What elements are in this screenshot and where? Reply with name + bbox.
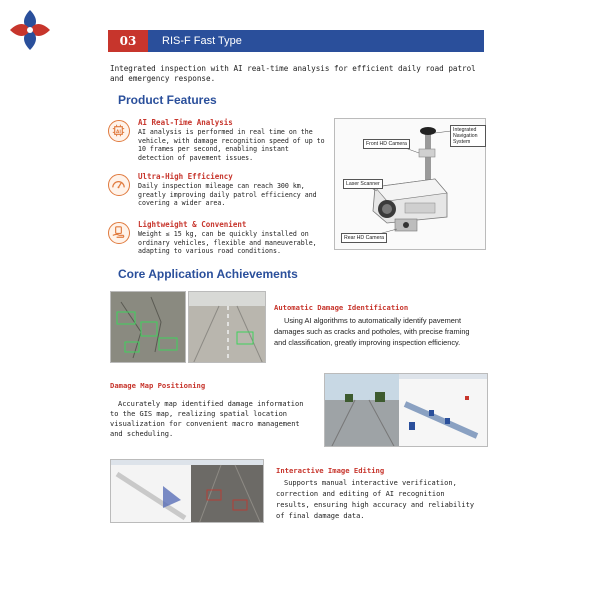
image-editing-screenshot <box>110 459 264 523</box>
achievement-title: Automatic Damage Identification <box>274 303 409 312</box>
svg-text:AI: AI <box>116 129 121 135</box>
gis-map-image <box>324 373 488 447</box>
achievement-text: Accurately map identified damage information to the GIS map, realizing spatial location visualization for convenient macro management and scheduling. <box>110 400 304 438</box>
feature-text: Weight ≤ 15 kg, can be quickly installed on ordinary vehicles, flexible and maneuverable, adapting to various road conditions. <box>138 230 317 256</box>
intro-text: Integrated inspection with AI real-time analysis for efficient daily road patrol and emergency response. <box>110 64 476 83</box>
section-number: 03 <box>108 30 148 52</box>
callout-rear-camera: Rear HD Camera <box>341 233 387 243</box>
hand-device-icon <box>108 222 130 244</box>
feature-ai-realtime <box>108 118 328 164</box>
device-illustration <box>334 118 486 250</box>
feature-text: AI analysis is performed in real time on the vehicle, with damage recognition speed of up to 10 frames per second, enabling instant detection of pavement issues. <box>138 128 325 162</box>
feature-title: Ultra-High Efficiency <box>138 172 233 181</box>
detection-image-2 <box>188 291 266 363</box>
achievement-title: Damage Map Positioning <box>110 381 206 390</box>
feature-text: Daily inspection mileage can reach 300 km, greatly improving daily patrol efficiency and covering a wider area. <box>138 182 317 208</box>
speed-gauge-icon <box>108 174 130 196</box>
section-title: RIS-F Fast Type <box>148 30 484 52</box>
callout-nav-system: Integrated Navigation System <box>450 125 486 147</box>
ai-chip-icon <box>108 120 130 142</box>
section-header <box>108 30 484 52</box>
company-logo <box>6 6 54 54</box>
achievement-text: Supports manual interactive verification, correction and editing of AI recognition results, ensuring high accuracy and reliability of final damage data. <box>276 479 475 520</box>
achievement-text: Using AI algorithms to automatically identify pavement damages such as cracks and potholes, with precise framing and classification, greatly improving inspection efficiency. <box>274 316 470 347</box>
callout-front-camera: Front HD Camera <box>363 139 410 149</box>
achievement-title: Interactive Image Editing <box>276 466 385 475</box>
callout-laser-scanner: Laser Scanner <box>343 179 383 189</box>
detection-image-1 <box>110 291 186 363</box>
feature-title: AI Real-Time Analysis <box>138 118 233 127</box>
feature-title: Lightweight & Convenient <box>138 220 247 229</box>
achievements-title: Core Application Achievements <box>118 267 298 281</box>
product-features-title: Product Features <box>118 93 217 107</box>
feature-lightweight <box>108 220 328 264</box>
feature-efficiency <box>108 172 328 212</box>
